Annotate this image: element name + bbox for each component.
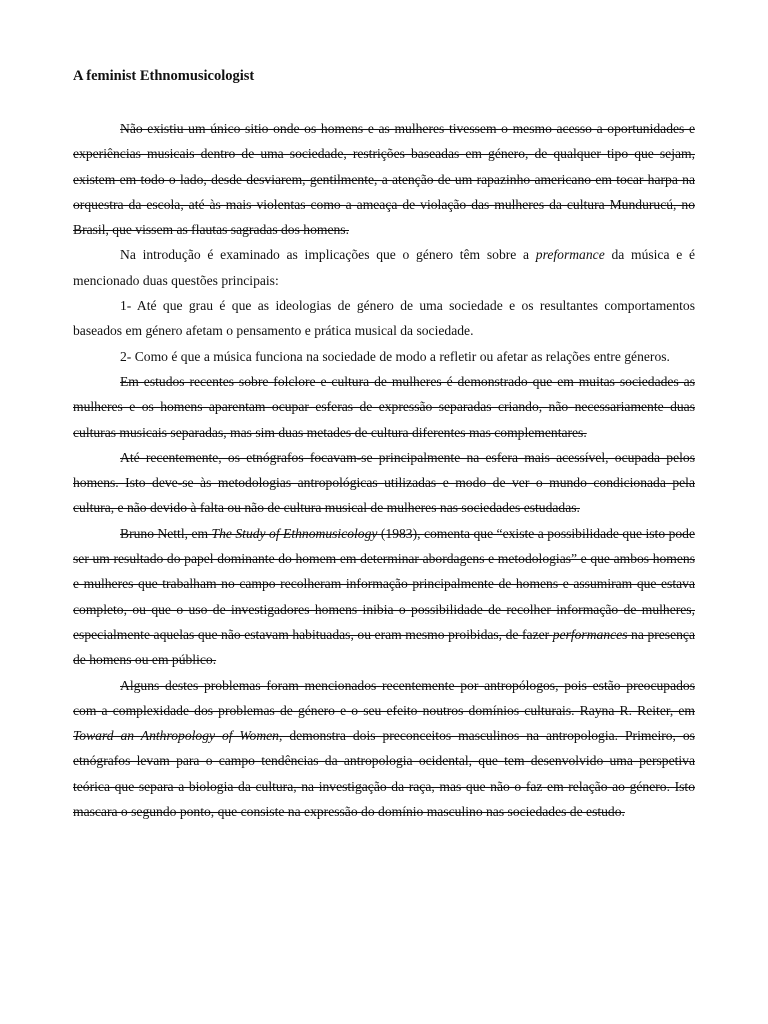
paragraph-ethnographers [73, 445, 695, 521]
paragraph-question-2 [73, 344, 695, 369]
paragraph-nettl-text-b: (1983), comenta que “existe a possibilidade que isto pode ser um resultado do papel dominante do homem em determinar abordagens e metodologias” e que ambos homens e mulheres que trabalham no campo recolheram informação principalmente de homens e assumiram que estava completo, ou que o uso de investigadores homens inibia o possibilidade de recolher informação de mulheres, especialmente aquelas que não estavam habituadas, ou eram mesmo proibidas, de fazer [73, 525, 696, 642]
document-title: A feminist Ethnomusicologist [73, 68, 255, 84]
paragraph-nettl-text-c: na presença de homens ou em público. [73, 626, 695, 668]
paragraph-nettl-text-a: Bruno Nettl, em [120, 525, 212, 541]
paragraph-nettl-book-title: The Study of Ethnomusicology [211, 525, 378, 541]
paragraph-nettl [73, 521, 695, 673]
paragraph-question-1 [73, 293, 695, 344]
paragraph-reiter [73, 673, 695, 825]
paragraph-folklore-text: Em estudos recentes sobre folclore e cultura de mulheres é demonstrado que em muitas sociedades as mulheres e os homens aparentam ocupar esferas de expressão separadas criando, não necessariamente duas culturas musicais separadas, mas sim duas metades de cultura diferentes mas complementares. [73, 373, 695, 440]
paragraph-folklore [73, 369, 695, 445]
paragraph-intro-text: Não existiu um único sitio onde os homens e as mulheres tivessem o mesmo acesso a oportunidades e experiências musicais dentro de uma sociedade, restrições baseadas em género, de qualquer tipo que sejam, existem em todo o lado, desde desviarem, gentilmente, a atenção de um rapazinho americano em tocar harpa na orquestra da escola, até às mais violentas como a ameaça de violação das mulheres da cultura Mundurucú, no Brasil, que vissem as flautas sagradas dos homens. [73, 121, 695, 238]
paragraph-introduction-text-b: da música e é mencionado duas questões principais: [73, 247, 695, 288]
paragraph-introduction-emphasis: preformance [535, 247, 605, 263]
paragraph-introduction [73, 242, 695, 293]
paragraph-question-1-text: 1- Até que grau é que as ideologias de género de uma sociedade e os resultantes comportamentos baseados em género afetam o pensamento e prática musical da sociedade. [73, 298, 695, 339]
paragraph-reiter-text-a: Alguns destes problemas foram mencionados recentemente por antropólogos, pois estão preocupados com a complexidade dos problemas de género e o seu efeito noutros domínios culturais. Rayna R. Reiter, em [73, 677, 695, 718]
paragraph-reiter-book-title: Toward an Anthropology of Women [73, 728, 279, 744]
paragraph-ethnographers-text: Até recentemente, os etnógrafos focavam-se principalmente na esfera mais acessível, ocupada pelos homens. Isto deve-se às metodologias antropológicas utilizadas e modo de ver o mundo condicionada pela cultura, e não devido à falta ou não de cultura musical de mulheres nas sociedades estudadas. [73, 449, 695, 516]
paragraph-intro [73, 116, 695, 242]
paragraph-question-2-text: 2- Como é que a música funciona na sociedade de modo a refletir ou afetar as relações entre géneros. [120, 348, 670, 364]
paragraph-nettl-emphasis: performances [552, 626, 628, 642]
paragraph-introduction-text-a: Na introdução é examinado as implicações que o género têm sobre a [120, 247, 536, 263]
paragraph-reiter-text-b: , demonstra dois preconceitos masculinos na antropologia. Primeiro, os etnógrafos levam para o campo tendências da antropologia ocidental, que tem desenvolvido uma perspetiva teórica que separa a biologia da cultura, na investigação da raça, mas que não o faz em relação ao género. Isto mascara o segundo ponto, que consiste na expressão do domínio masculino nas sociedades de estudo. [73, 728, 695, 820]
